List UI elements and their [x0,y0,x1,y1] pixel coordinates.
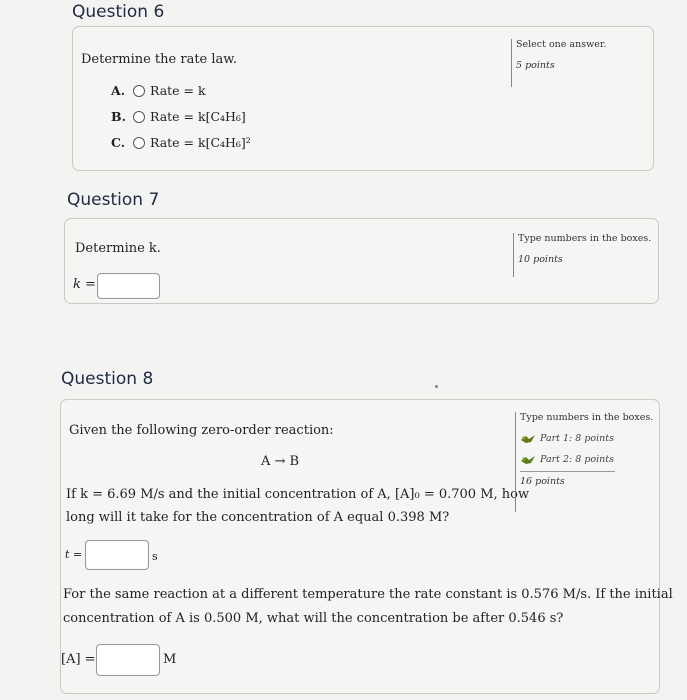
q8-a-unit: M [163,652,177,667]
q7-k-label: k = [73,277,96,292]
question-6-card [72,26,654,171]
q6-choice-a-letter: A. [111,83,126,98]
q6-prompt: Determine the rate law. [81,52,237,67]
q8-side-info [515,412,653,512]
q8-t-unit: s [152,550,158,563]
q8-part2-label: Part 2: 8 points [540,454,614,465]
q8-reaction: A → B [261,454,300,469]
q8-t-label: t = [65,548,83,561]
q8-para2-line1: For the same reaction at a different temperature the rate constant is 0.576 M/s. If the initial [63,587,673,602]
q7-prompt: Determine k. [75,241,161,256]
q8-part1-label: Part 1: 8 points [540,433,614,444]
bird-icon [520,434,536,444]
q8-a-label: [A] = [61,652,96,667]
q6-choice-b-text: Rate = k[C₄H₆] [150,109,246,124]
q6-choice-c-text: Rate = k[C₄H₆]² [150,135,251,150]
q6-choice-c-letter: C. [111,135,126,150]
q8-body-line2: long will it take for the concentration of A equal 0.398 M? [66,510,450,525]
q8-para2-line2: concentration of A is 0.500 M, what will the concentration be after 0.546 s? [63,611,564,626]
q8-a-input[interactable] [96,644,160,676]
q8-body-line1: If k = 6.69 M/s and the initial concentration of A, [A]₀ = 0.700 M, how [66,487,530,502]
bird-icon [520,455,536,465]
question-8-card [60,399,673,694]
q6-choice-b[interactable] [111,109,246,124]
question-7-title: Question 7 [67,190,160,210]
q8-intro: Given the following zero-order reaction: [69,423,334,438]
q8-part2 [520,454,653,465]
q6-choice-a-text: Rate = k [150,83,206,98]
q6-choice-c[interactable] [111,135,251,150]
radio-icon[interactable] [133,85,145,97]
radio-icon[interactable] [133,137,145,149]
q8-t-input[interactable] [85,540,149,570]
q6-side-info [511,39,606,87]
q8-instruction: Type numbers in the boxes. [520,412,654,423]
question-7-card [64,218,659,304]
q7-points: 10 points [518,254,563,265]
q6-choice-a[interactable] [111,83,206,98]
q7-instruction: Type numbers in the boxes. [518,233,652,244]
question-6-title: Question 6 [72,2,165,22]
q8-part1 [520,433,653,444]
cursor-dot [435,385,438,388]
radio-icon[interactable] [133,111,145,123]
q6-instruction: Select one answer. [516,39,607,50]
q6-points: 5 points [516,60,555,71]
q6-choice-b-letter: B. [111,109,126,124]
question-8-title: Question 8 [61,369,154,389]
q8-points: 16 points [520,476,565,487]
q7-k-input[interactable] [97,273,160,299]
q8-divider [520,471,615,472]
q7-side-info [513,233,651,277]
